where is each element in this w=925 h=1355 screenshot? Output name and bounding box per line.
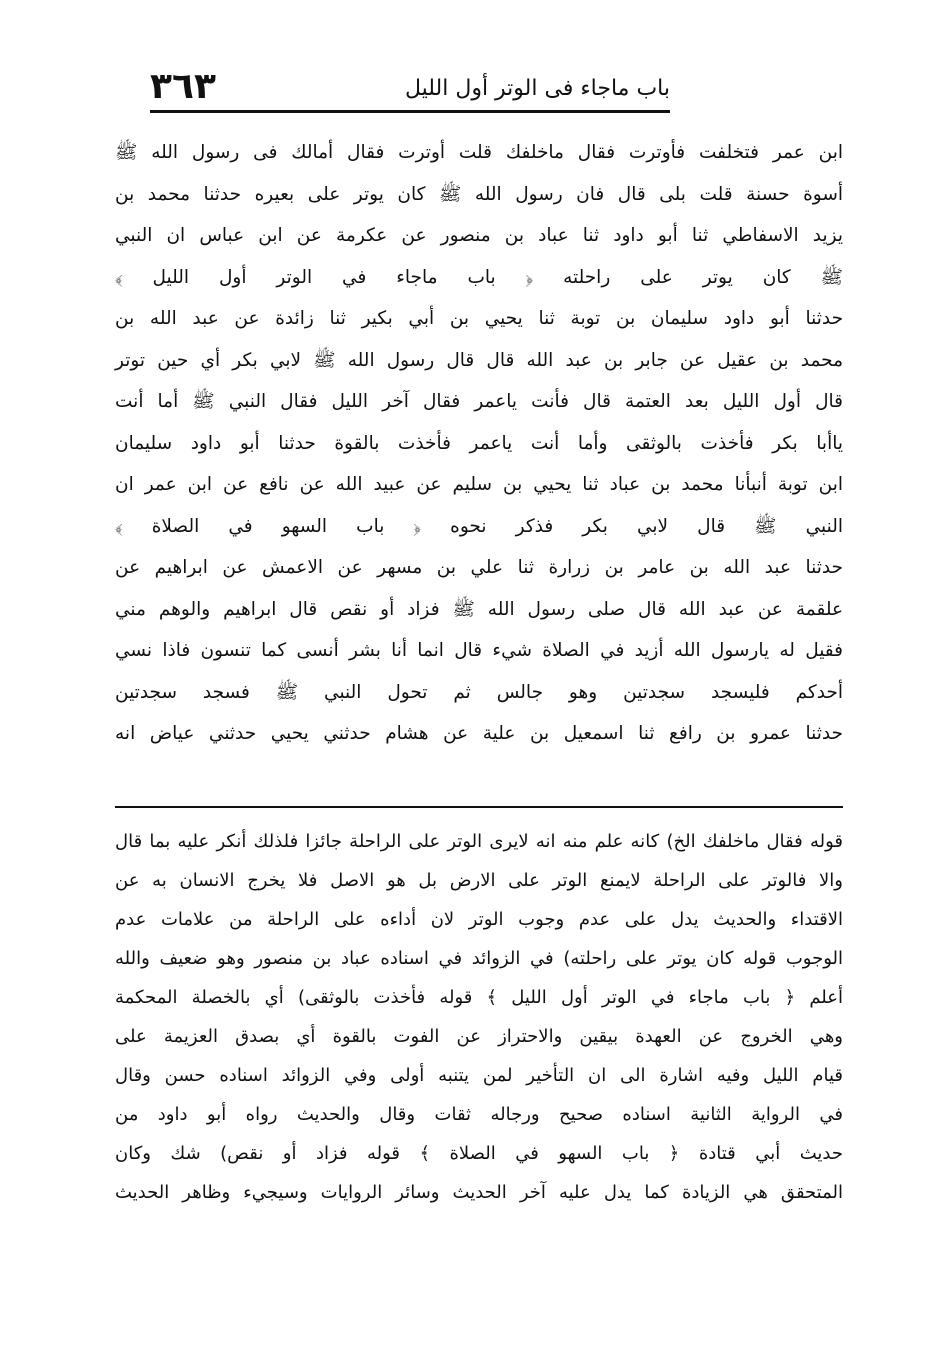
main-line: حدثنا أبو داود سليمان بن توبة ثنا يحيي بن أبي بكير ثنا زائدة عن عبد الله بن xyxy=(115,308,843,329)
main-line: يزيد الاسفاطي ثنا أبو داود ثنا عباد بن منصور عن عكرمة عن ابن عباس ان النبي xyxy=(115,225,843,246)
note-line: قوله فقال ماخلفك الخ) كانه علم منه انه لايرى الوتر على الراحلة جائزا فلذلك أنكر عليه بما قال xyxy=(115,831,843,852)
main-line: محمد بن عقيل عن جابر بن عبد الله قال قال رسول الله ﷺ لابي بكر أي حين توتر xyxy=(115,349,843,371)
note-line: الاقتداء والحديث يدل على عدم وجوب الوتر لان أداءه على الراحلة من علامات عدم xyxy=(115,909,843,930)
note-line: والا فالوتر على الراحلة لايمنع الوتر على الارض بل هو الاصل فلا يخرج الانسان به عن xyxy=(115,870,843,891)
page-number: ٣٦٣ xyxy=(150,66,216,107)
note-line: حديث أبي قتادة ﴿ باب السهو في الصلاة ﴾ قوله فزاد أو نقص) شك وكان xyxy=(115,1143,843,1164)
header-rule xyxy=(150,110,670,113)
note-line: أعلم ﴿ باب ماجاء في الوتر أول الليل ﴾ قوله فأخذت بالوثقى) أي بالخصلة المحكمة xyxy=(115,987,843,1008)
main-line: قال أول الليل بعد العتمة قال فأنت ياعمر فقال آخر الليل فقال النبي ﷺ أما أنت xyxy=(115,391,843,412)
page-header xyxy=(150,62,670,112)
note-line: وهي الخروج عن العهدة بيقين والاحتراز عن الفوت بالقوة أي بصدق العزيمة على xyxy=(115,1026,843,1047)
footnote-divider xyxy=(115,806,843,808)
main-line: أحدكم فليسجد سجدتين وهو جالس ثم تحول النبي ﷺ فسجد سجدتين xyxy=(115,681,843,703)
main-line: أسوة حسنة قلت بلى قال فان رسول الله ﷺ كان يوتر على بعيره حدثنا محمد بن xyxy=(115,183,843,205)
main-line: حدثنا عمرو بن رافع ثنا اسمعيل بن علية عن هشام حدثني يحيي حدثني عياض انه xyxy=(115,723,843,744)
main-text xyxy=(115,132,843,755)
main-line: حدثنا عبد الله بن عامر بن زرارة ثنا علي بن مسهر عن الاعمش عن ابراهيم عن xyxy=(115,557,843,578)
note-line: المتحقق هي الزيادة كما يدل عليه آخر الحديث وسائر الروايات وسيجيء وظاهر الحديث xyxy=(115,1182,843,1203)
running-title: باب ماجاء فی الوتر أول الليل xyxy=(404,76,670,101)
note-line: في الرواية الثانية اسناده صحيح ورجاله ثقات وقال والحديث رواه أبو داود من xyxy=(115,1104,843,1125)
main-line: ﷺ كان يوتر على راحلته ﴿ باب ماجاء في الوتر أول الليل ﴾ xyxy=(115,266,843,288)
commentary-text xyxy=(115,822,843,1212)
main-line: علقمة عن عبد الله قال صلى رسول الله ﷺ فزاد أو نقص قال ابراهيم والوهم مني xyxy=(115,598,843,620)
main-line: فقيل له يارسول الله أزيد في الصلاة شيء قال انما أنا بشر أنسى كما تنسون فاذا نسي xyxy=(115,640,843,661)
note-line: قيام الليل وفيه اشارة الى ان التأخير لمن يتنبه أولى وفي الزوائد اسناده حسن وقال xyxy=(115,1065,843,1086)
main-line: ابن توبة أنبأنا محمد بن عباد ثنا يحيي بن سليم عن عبيد الله عن نافع عن ابن عمر ان xyxy=(115,474,843,495)
main-line: ياأبا بكر فأخذت بالوثقى وأما أنت ياعمر فأخذت بالقوة حدثنا أبو داود سليمان xyxy=(115,432,843,454)
main-line: ابن عمر فتخلفت فأوترت فقال ماخلفك قلت أوترت فقال أمالك فی رسول الله ﷺ xyxy=(115,142,843,163)
main-line: النبي ﷺ قال لابي بكر فذكر نحوه ﴿ باب السهو في الصلاة ﴾ xyxy=(115,515,843,537)
note-line: الوجوب قوله كان يوتر على راحلته) في الزوائد في اسناده عباد بن منصور وهو ضعيف والله xyxy=(115,948,843,969)
